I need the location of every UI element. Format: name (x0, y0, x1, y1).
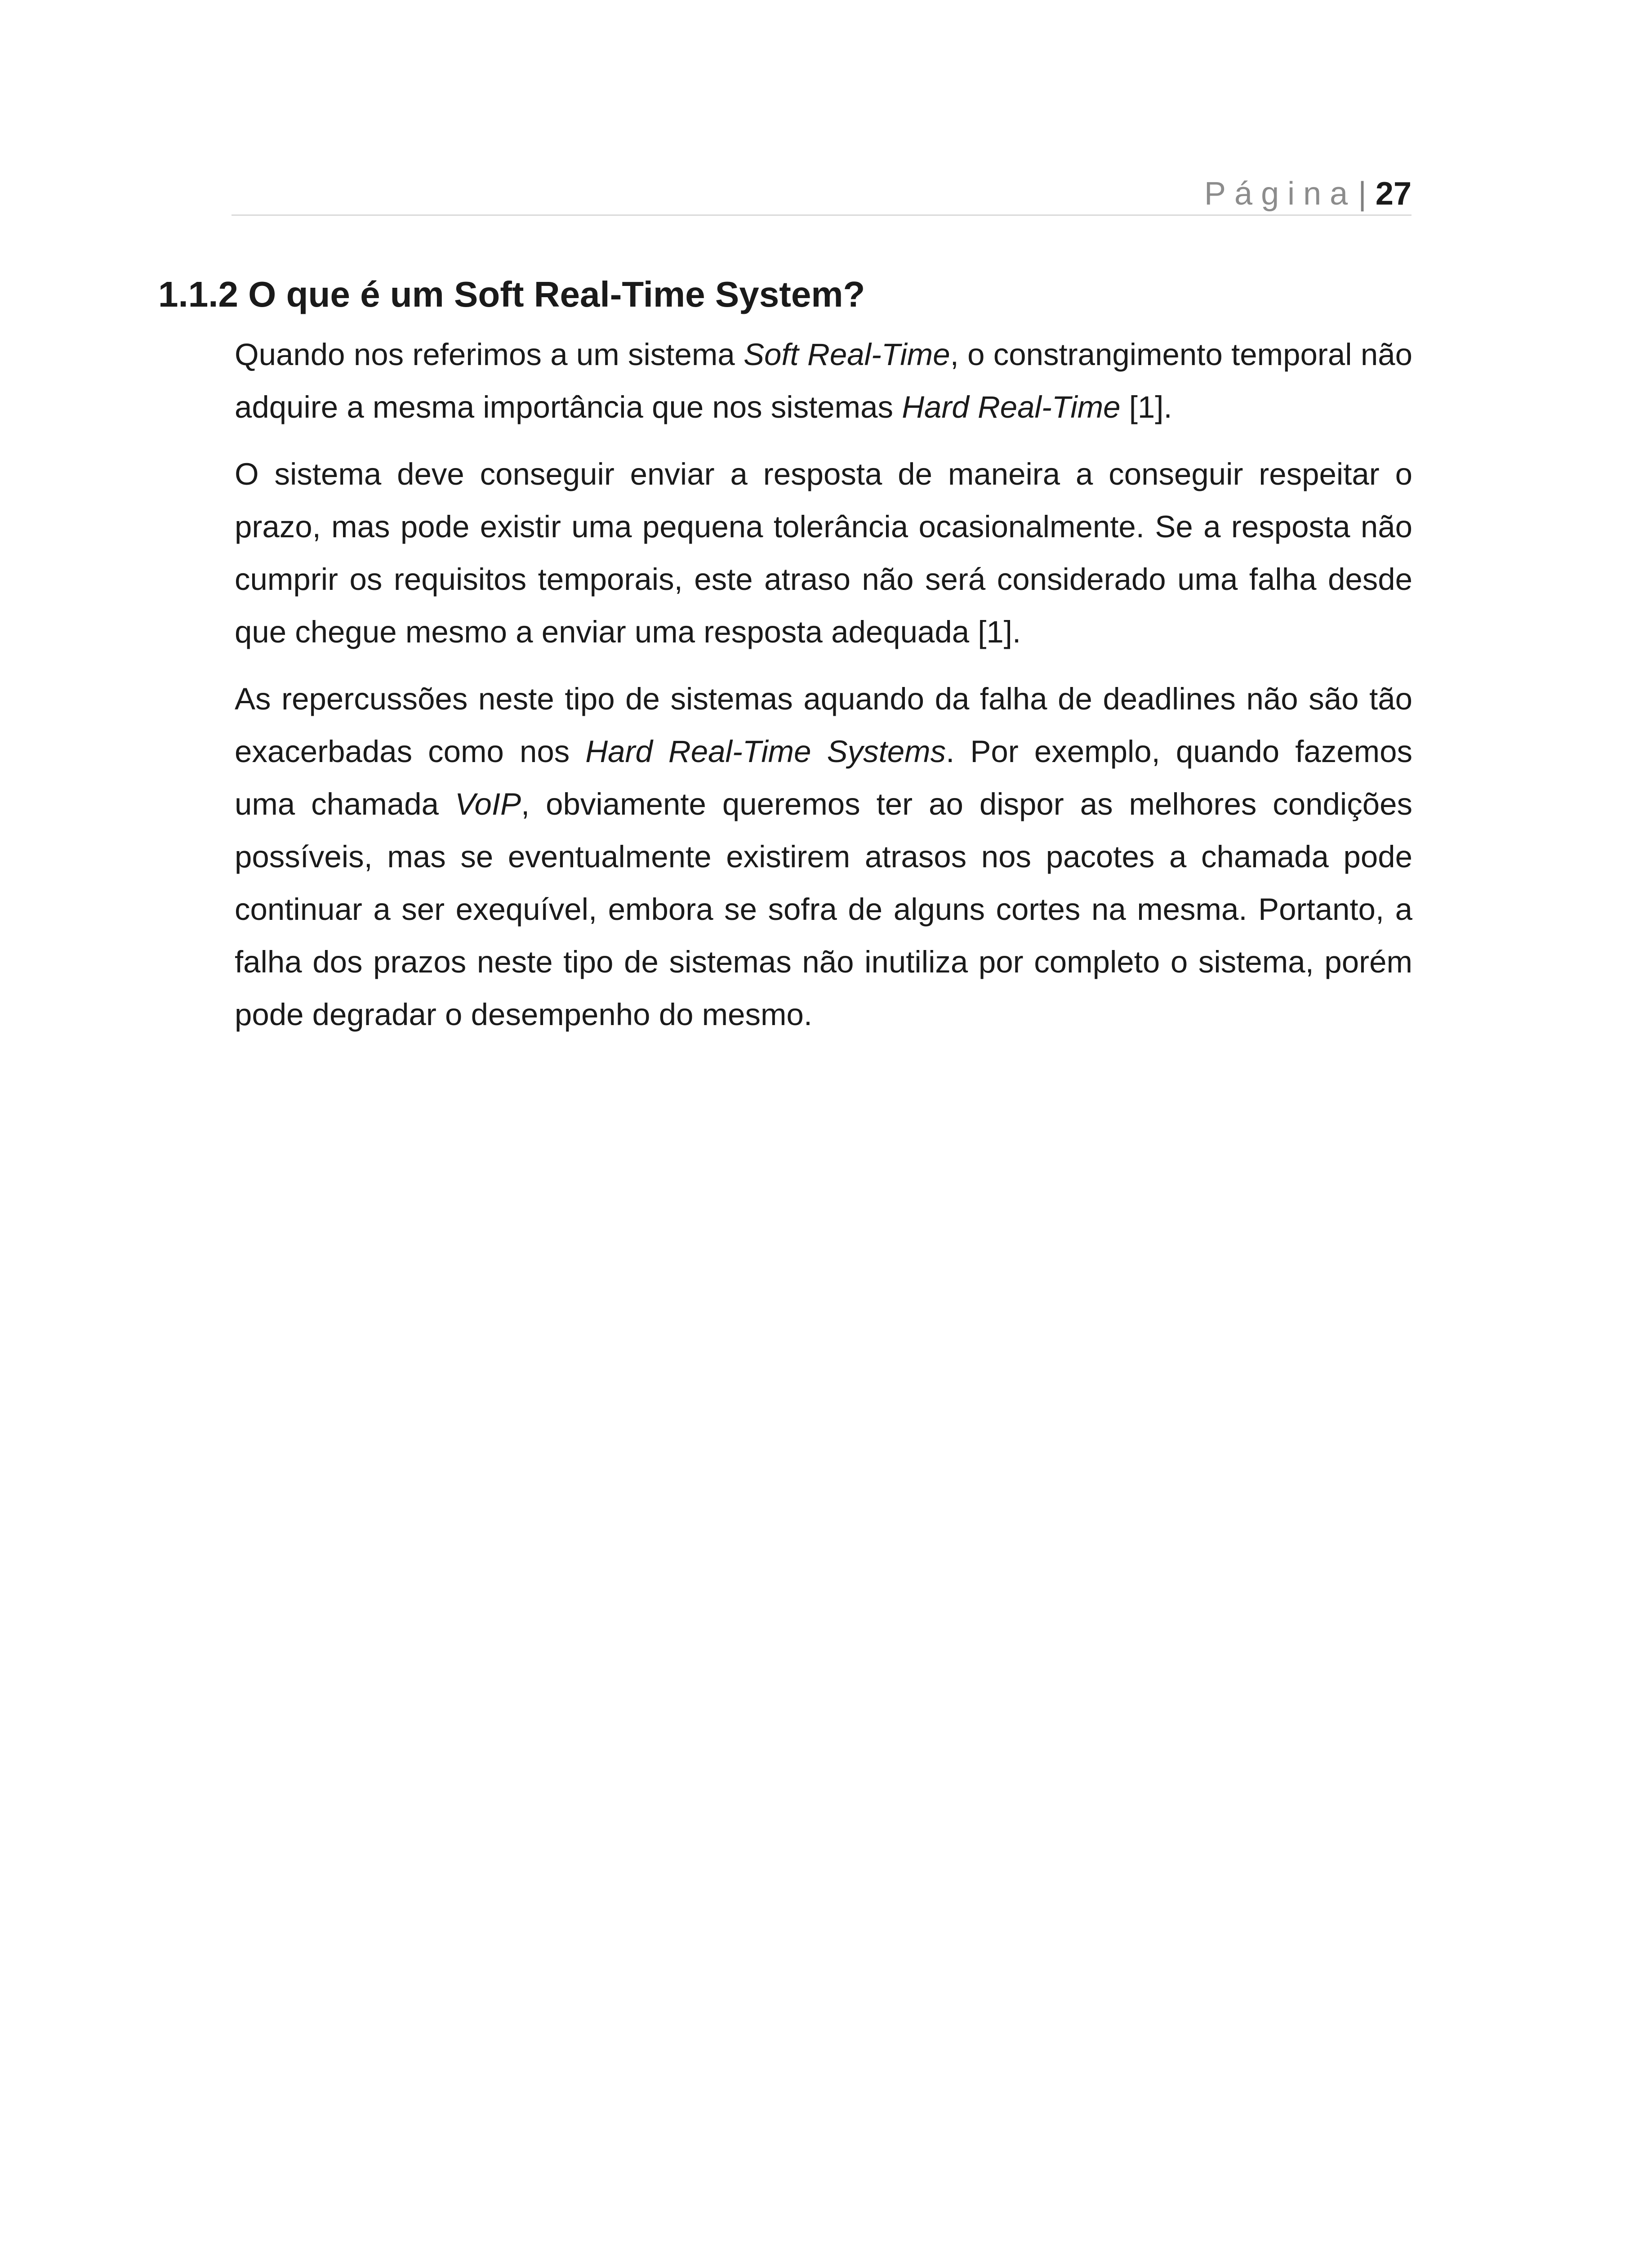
page-separator: | (1358, 176, 1367, 212)
term-soft-real-time: Soft Real-Time (743, 337, 950, 372)
paragraph-2: O sistema deve conseguir enviar a resposta de maneira a conseguir respeitar o prazo, mas pode existir uma pequena tolerância ocasionalmente. Se a resposta não cumprir os requisitos temporais, este atraso não será considerado uma falha desde que chegue mesmo a enviar uma resposta adequada [1]. (235, 457, 1412, 649)
paragraph-3-text: , obviamente queremos ter ao dispor as melhores condições possíveis, mas se eventualmente existirem atrasos nos pacotes a chamada pode continuar a ser exequível, embora se sofra de alguns cortes na mesma. Portanto, a falha dos prazos neste tipo de sistemas não inutiliza por completo o sistema, porém pode degradar o desempenho do mesmo. (235, 787, 1412, 1032)
body-text (235, 328, 1412, 1055)
page-number: 27 (1375, 176, 1412, 212)
term-hard-real-time-systems: Hard Real-Time Systems (585, 734, 946, 769)
section-title: 1.1.2 O que é um Soft Real-Time System? (158, 274, 865, 314)
term-voip: VoIP (455, 787, 521, 821)
term-hard-real-time: Hard Real-Time (902, 390, 1121, 424)
page-header (232, 173, 1412, 216)
paragraph-1-text: Quando nos referimos a um sistema (235, 337, 744, 372)
paragraph-3-text: As repercussões neste tipo de sistemas aquando da falha de deadlines não são tão exacerbadas como nos (235, 682, 1412, 769)
page-word: Página (1204, 176, 1357, 212)
paragraph-3 (235, 673, 1412, 1041)
paragraph-1-text: , o constrangimento temporal não adquire a mesma importância que nos sistemas (235, 337, 1412, 424)
paragraph-1 (235, 328, 1412, 433)
paragraph-1-text: [1]. (1120, 390, 1172, 424)
page-label (1204, 173, 1412, 214)
paragraph-3-text: . Por exemplo, quando fazemos uma chamada (235, 734, 1412, 821)
